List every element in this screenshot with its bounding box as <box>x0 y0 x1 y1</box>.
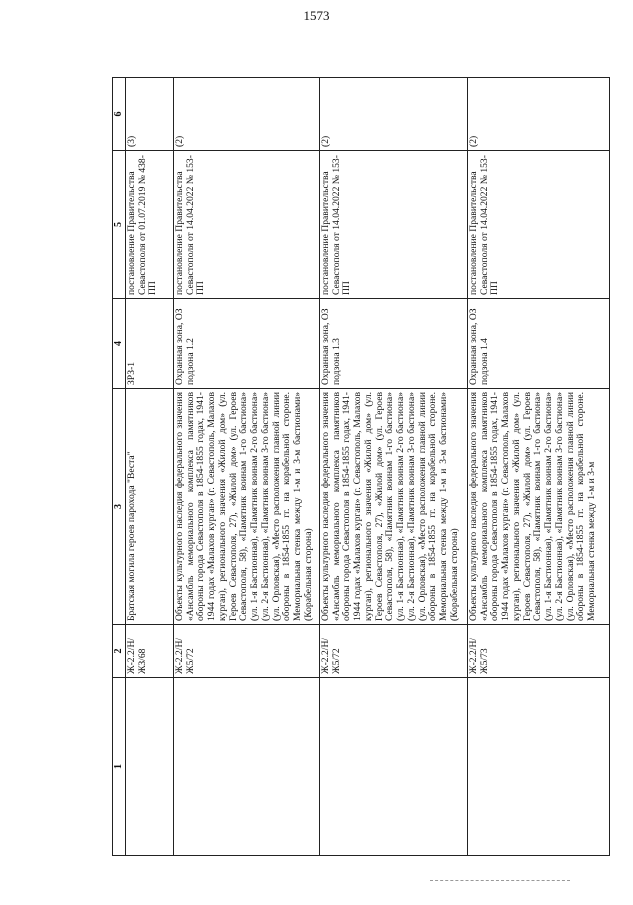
column-header-6: 6 <box>113 78 126 151</box>
note-cell: (2) <box>174 78 320 151</box>
document-cell: постановление Правительства Севастополя от 14.04.2022 № 153-ПП <box>174 151 320 299</box>
column-header-1: 1 <box>113 678 126 856</box>
column-header-4: 4 <box>113 299 126 389</box>
zone-type-cell: Охранная зона, ОЗ подзона 1.2 <box>174 299 320 389</box>
object-name-cell: Объекты культурного наследия федерального значения «Ансамбль мемориального комплекса памятников обороны города Севастополя в 1854-1855 годах, 1941-1944 годах «Малахов курган» (г. Севастополь, Малахов курган), регионального значения «Жилой дом» (ул. Героев Севастополя, 27), «Жилой дом» (ул. Героев Севастополя, 58), «Памятник воинам 1-го бастиона» (ул. 1-я Бастионная), «Памятник воинам 2-го бастиона» (ул. 2-я Бастионная), «Памятник воинам 3-го бастиона» (ул. Орловская), «Место расположения главной линии обороны в 1854-1855 гг. на корабельной стороне. Мемориальная стенка между 1-м и 3-м бастионами» (Корабельная сторона) <box>174 389 320 625</box>
zone-type-cell: ЗРЗ-1 <box>126 299 174 389</box>
column-header-2: 2 <box>113 625 126 678</box>
column-header-5: 5 <box>113 151 126 299</box>
note-cell: (3) <box>126 78 174 151</box>
row-number-cell <box>320 678 468 856</box>
note-cell: (2) <box>320 78 468 151</box>
heritage-objects-table <box>112 77 610 856</box>
zone-type-cell: Охранная зона, ОЗ подзона 1.4 <box>468 299 610 389</box>
column-header-3: 3 <box>113 389 126 625</box>
object-name-cell: Объекты культурного наследия федерального значения «Ансамбль мемориального комплекса памятников обороны города Севастополя в 1854-1855 годах, 1941-1944 годах «Малахов курган» (г. Севастополь, Малахов курган), регионального значения «Жилой дом» (ул. Героев Севастополя, 27), «Жилой дом» (ул. Героев Севастополя, 58), «Памятник воинам 1-го бастиона» (ул. 1-я Бастионная), «Памятник воинам 2-го бастиона» (ул. 2-я Бастионная), «Памятник воинам 3-го бастиона» (ул. Орловская), «Место расположения главной линии обороны в 1854-1855 гг. на корабельной стороне. Мемориальная стенка между 1-м и 3-м <box>468 389 610 625</box>
table-row <box>320 78 468 856</box>
scan-artifact-line <box>430 880 570 881</box>
table-header-row <box>113 78 126 856</box>
zone-code-cell: Ж-2.2/Н/Ж5/72 <box>174 625 320 678</box>
document-cell: постановление Правительства Севастополя от 01.07.2019 № 438-ПП <box>126 151 174 299</box>
zone-code-cell: Ж-2.2/Н/Ж5/73 <box>468 625 610 678</box>
note-cell: (2) <box>468 78 610 151</box>
zone-code-cell: Ж-2.2/Н/ЖЗ/68 <box>126 625 174 678</box>
row-number-cell <box>126 678 174 856</box>
object-name-cell: Объекты культурного наследия федерального значения «Ансамбль мемориального комплекса памятников обороны города Севастополя в 1854-1855 годах, 1941-1944 годах «Малахов курган» (г. Севастополь, Малахов курган), регионального значения «Жилой дом» (ул. Героев Севастополя, 27), «Жилой дом» (ул. Героев Севастополя, 58), «Памятник воинам 1-го бастиона» (ул. 1-я Бастионная), «Памятник воинам 2-го бастиона» (ул. 2-я Бастионная), «Памятник воинам 3-го бастиона» (ул. Орловская), «Место расположения главной линии обороны в 1854-1855 гг. на корабельной стороне. Мемориальная стенка между 1-м и 3-м бастионами» (Корабельная сторона) <box>320 389 468 625</box>
row-number-cell <box>468 678 610 856</box>
table-row <box>174 78 320 856</box>
document-cell: постановление Правительства Севастополя от 14.04.2022 № 153-ПП <box>320 151 468 299</box>
row-number-cell <box>174 678 320 856</box>
rotated-table-container <box>112 78 610 856</box>
document-cell: постановление Правительства Севастополя от 14.04.2022 № 153-ПП <box>468 151 610 299</box>
table-row <box>126 78 174 856</box>
zone-type-cell: Охранная зона, ОЗ подзона 1.3 <box>320 299 468 389</box>
page-number: 1573 <box>303 8 330 23</box>
zone-code-cell: Ж-2.2/Н/Ж5/72 <box>320 625 468 678</box>
table-row <box>468 78 610 856</box>
object-name-cell: Братская могила героев парохода "Веста" <box>126 389 174 625</box>
